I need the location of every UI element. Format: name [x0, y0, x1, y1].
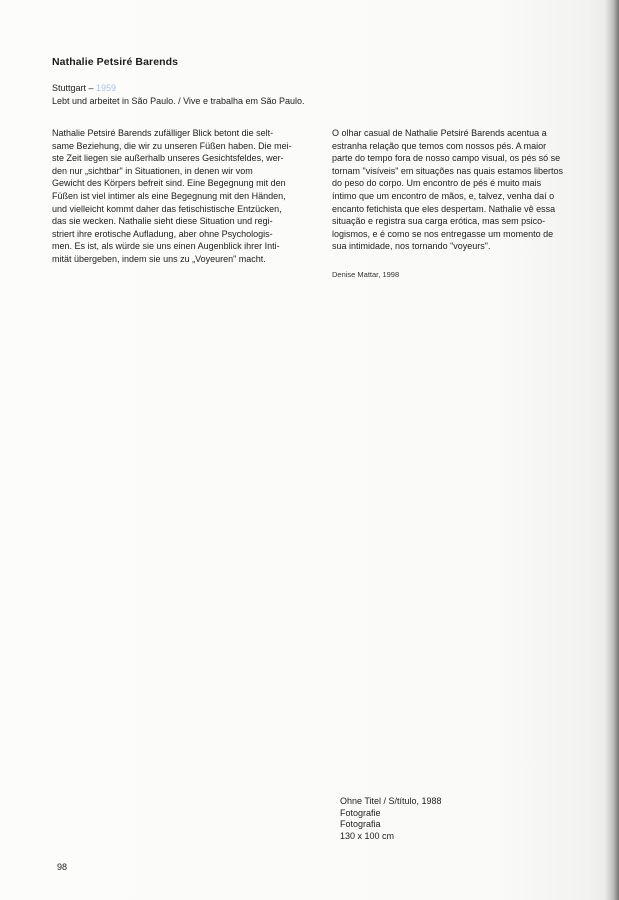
- birth-city: Stuttgart –: [52, 83, 97, 93]
- residence-line: Lebt und arbeitet in São Paulo. / Vive e trabalha em São Paulo.: [52, 95, 305, 106]
- page-binding-shadow: [605, 0, 619, 900]
- text-portuguese: O olhar casual de Nathalie Petsiré Barends acentua a estranha relação que temos com nossos pés. A maior parte do tempo fora de nosso campo visual, os pés só se tornam "visíveis" em situações nas quais estamos libertos do peso do corpo. Um encontro de pés é muito mais íntimo que um encontro de mãos, e, talvez, venha daí o encanto fetichista que eles despertam. Nathalie vê essa situação e registra sua carga erótica, mas sem psico- logismos, e é como se nos entregasse um momento de sua intimidade, nos tornando "voyeurs".: [332, 128, 563, 252]
- artwork-medium-de: Fotografie: [340, 807, 381, 818]
- artwork-title: Ohne Titel / S/título, 1988: [340, 796, 442, 806]
- text-author-credit: Denise Mattar, 1998: [332, 270, 400, 279]
- birth-year: 1959: [96, 83, 117, 93]
- artwork-medium-pt: Fotografia: [340, 819, 381, 829]
- birth-line: [52, 82, 305, 95]
- artist-bio: [52, 82, 305, 107]
- text-german: Nathalie Petsiré Barends zufälliger Blick betont die selt- same Beziehung, die wir zu unseren Füßen haben. Die mei- ste Zeit liegen sie außerhalb unseres Gesichtsfeldes, wer- den nur „sichtbar" in Situationen, in denen wir vom Gewicht des Körpers befreit sind. Eine Begegnung mit den Füßen ist viel intimer als eine Begegnung mit den Händen, und vielleicht kommt daher das fetischistische Entzücken, das sie wecken. Nathalie sieht diese Situation und regi- striert ihre erotische Aufladung, aber ohne Psychologis- men. Es ist, als würde sie uns einen Augenblick ihrer Inti- mität übergeben, indem sie uns zu „Voyeuren" macht.: [52, 128, 292, 264]
- page-number: 98: [57, 862, 68, 872]
- artist-name: Nathalie Petsiré Barends: [52, 56, 179, 68]
- artwork-caption: [340, 796, 442, 842]
- artwork-dimensions: 130 x 100 cm: [340, 830, 395, 841]
